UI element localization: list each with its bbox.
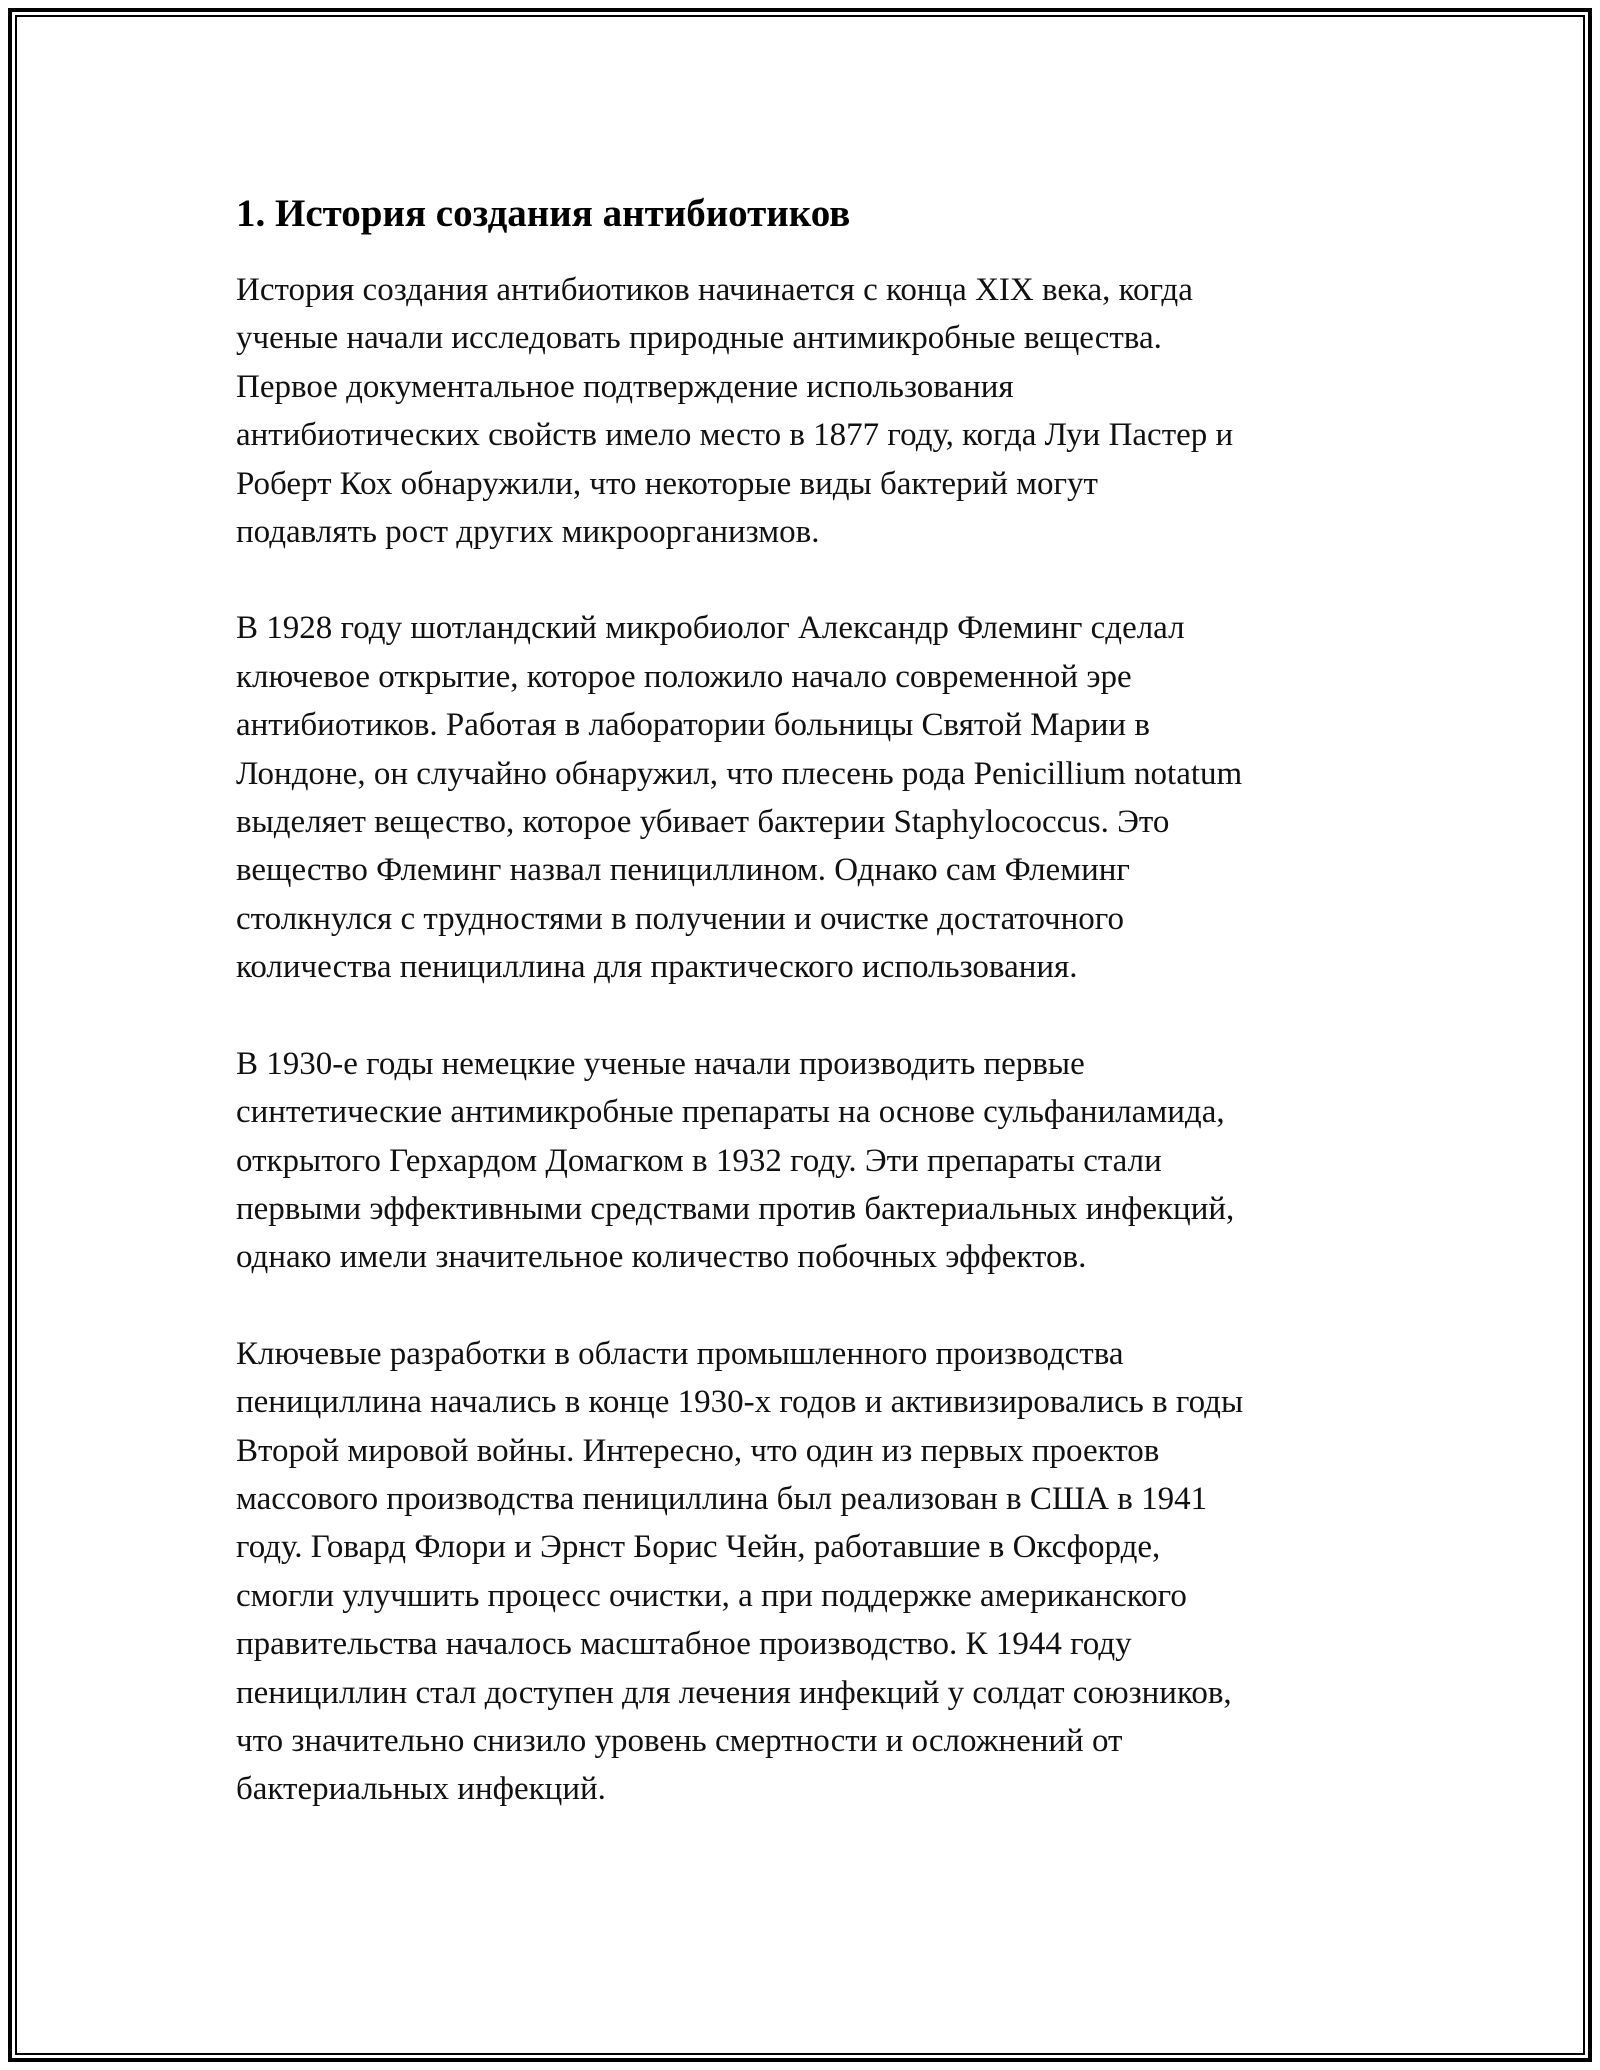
document-body xyxy=(236,186,1376,1862)
paragraph-4: Ключевые разработки в области промышленного производства пенициллина начались в конце 1930-х годов и активизировались в годы Второй мировой войны. Интересно, что один из первых проектов массового производства пенициллина был реализован в США в 1941 году. Говард Флори и Эрнст Борис Чейн, работавшие в Оксфорде, смогли улучшить процесс очистки, а при поддержке американского правительства началось масштабное производство. К 1944 году пенициллин стал доступен для лечения инфекций у солдат союзников, что значительно снизило уровень смертности и осложнений от бактериальных инфекций. xyxy=(236,1335,1244,1808)
paragraph-2: В 1928 году шотландский микробиолог Александр Флеминг сделал ключевое открытие, которое положило начало современной эре антибиотиков. Работая в лаборатории больницы Святой Марии в Лондоне, он случайно обнаружил, что плесень рода Penicillium notatum выделяет вещество, которое убивает бактерии Staphylococcus. Это вещество Флеминг назвал пенициллином. Однако сам Флеминг столкнулся с трудностями в получении и очистке достаточного количества пенициллина для практического использования. xyxy=(236,610,1243,986)
section-heading: 1. История создания антибиотиков xyxy=(236,192,851,235)
paragraph-1: История создания антибиотиков начинается с конца XIX века, когда ученые начали исследовать природные антимикробные вещества. Первое документальное подтверждение использования антибиотических свойств имело место в 1877 году, когда Луи Пастер и Роберт Кох обнаружили, что некоторые виды бактерий могут подавлять рост других микроорганизмов. xyxy=(236,272,1234,551)
paragraph-3: В 1930-е годы немецкие ученые начали производить первые синтетические антимикробные препараты на основе сульфаниламида, открытого Герхардом Домагком в 1932 году. Эти препараты стали первыми эффективными средствами против бактериальных инфекций, однако имели значительное количество побочных эффектов. xyxy=(236,1045,1235,1276)
